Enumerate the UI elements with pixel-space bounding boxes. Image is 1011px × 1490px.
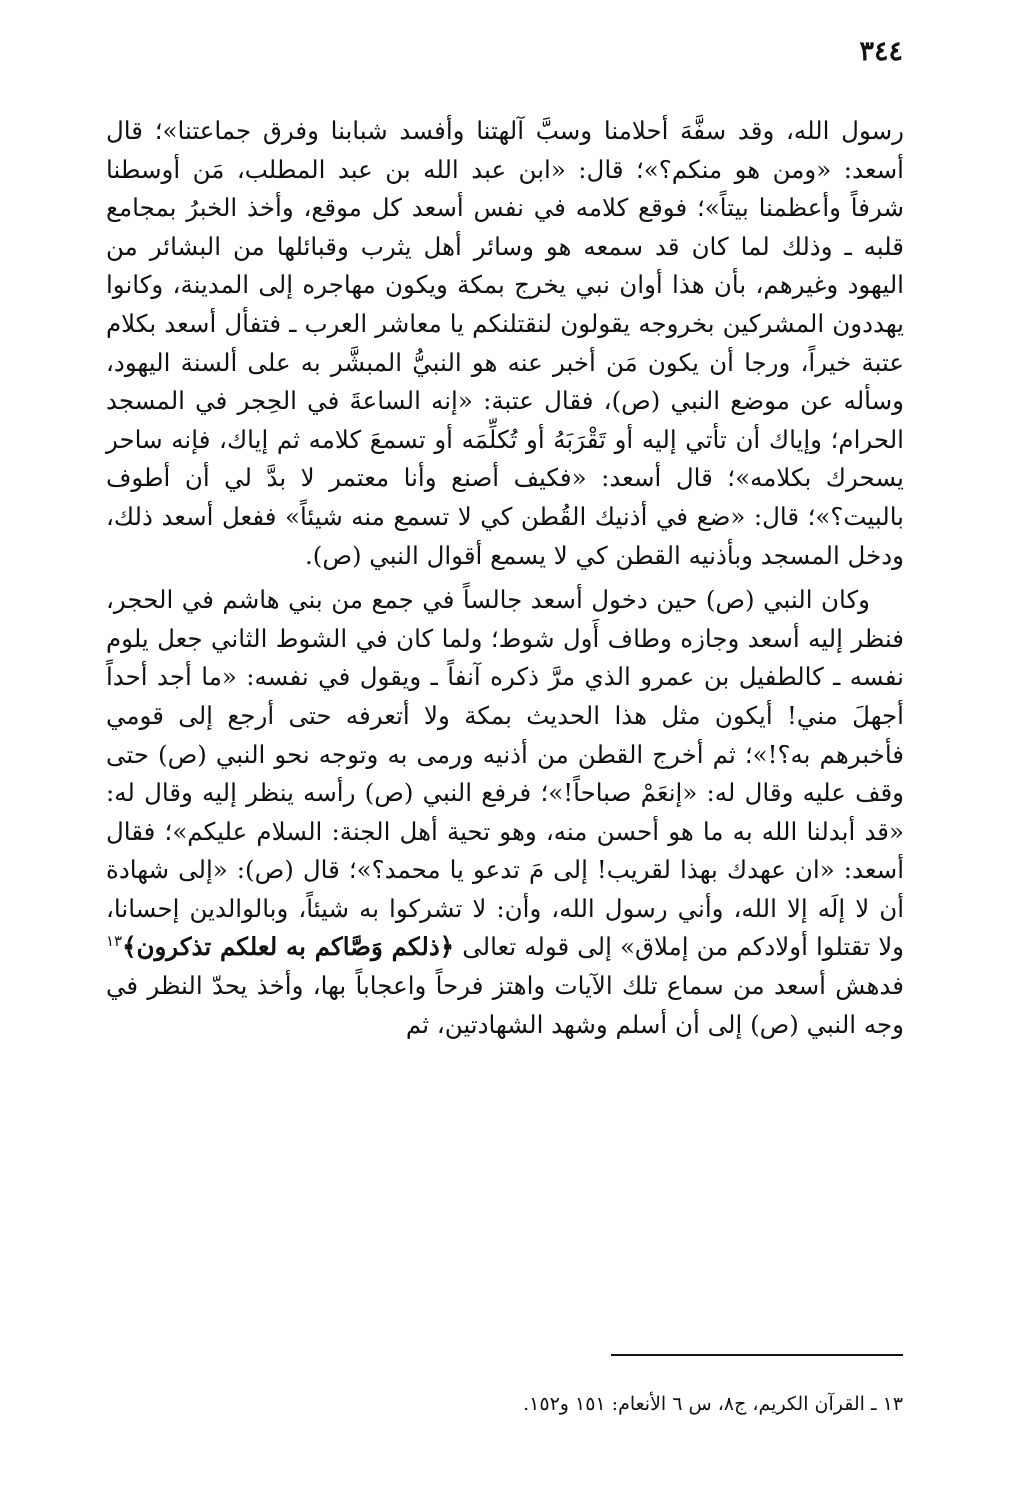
footnote-separator — [611, 1354, 903, 1356]
paragraph — [106, 581, 904, 1044]
main-text — [106, 112, 904, 1044]
footnote: ١٣ ـ القرآن الكريم، ج٨، س ٦ الأنعام: ١٥١ و١٥٢. — [523, 1393, 903, 1415]
paragraph-text: فدهش أسعد من سماع تلك الآيات واهتز فرحاً واعجاباً بها، وأخذ يحدّ النظر في وجه النبي (ص) إلى أن أسلم وشهد الشهادتين، ثم — [106, 971, 904, 1039]
paragraph-text: وكان النبي (ص) حين دخول أسعد جالساً في جمع من بني هاشم في الحجر، فنظر إليه أسعد وجازه وطاف أَول شوط؛ ولما كان في الشوط الثاني جعل يلوم نفسه ـ كالطفيل بن عمرو الذي مرَّ ذكره آنفاً ـ ويقول في نفسه: «ما أجد أحداً أجهلَ مني! أيكون مثل هذا الحديث بمكة ولا أتعرفه حتى أرجع إلى قومي فأخبرهم به؟!»؛ ثم أخرج القطن من أذنيه ورمى به وتوجه نحو النبي (ص) حتى وقف عليه وقال له: «إنعَمْ صباحاً!»؛ فرفع النبي (ص) رأسه ينظر إليه وقال له: «قد أبدلنا الله به ما هو أحسن منه، وهو تحية أهل الجنة: السلام عليكم»؛ فقال أسعد: «ان عهدك بهذا لقريب! إلى مَ تدعو يا محمد؟»؛ قال (ص): «إلى شهادة أن لا إلَه إلا الله، وأني رسول الله، وأن: لا تشركوا به شيئاً، وبالوالدين إحسانا، ولا تقتلوا أولادكم من إملاق» إلى قوله تعالى — [106, 585, 904, 962]
paragraph: رسول الله، وقد سفَّهَ أحلامنا وسبَّ آلهتنا وأفسد شبابنا وفرق جماعتنا»؛ قال أسعد: «ومن هو منكم؟»؛ قال: «ابن عبد الله بن عبد المطلب، مَن أوسطنا شرفاً وأعظمنا بيتاً»؛ فوقع كلامه في نفس أسعد كل موقع، وأخذ الخبرُ بمجامع قلبه ـ وذلك لما كان قد سمعه هو وسائر أهل يثرب وقبائلها من البشائر من اليهود وغيرهم، بأن هذا أوان نبي يخرج بمكة ويكون مهاجره إلى المدينة، وكانوا يهددون المشركين بخروجه يقولون لنقتلنكم يا معاشر العرب ـ فتفأل أسعد بكلام عتبة خيراً، ورجا أن يكون مَن أخبر عنه هو النبيُّ المبشَّر به على ألسنة اليهود، وسأله عن موضع النبي (ص)، فقال عتبة: «إنه الساعةَ في الحِجر في المسجد الحرام؛ وإياك أن تأتي إليه أو تَقْرَبَهُ أو تُكلِّمَه أو تسمعَ كلامه ثم إياك، فإنه ساحر يسحرك بكلامه»؛ قال أسعد: «فكيف أصنع وأنا معتمر لا بدَّ لي أن أطوف بالبيت؟»؛ قال: «ضع في أذنيك القُطن كي لا تسمع منه شيئاً» ففعل أسعد ذلك، ودخل المسجد وبأذنيه القطن كي لا يسمع أقوال النبي (ص). — [106, 116, 904, 570]
quran-quote: ﴿ذلكم وَصَّاكم به لعلكم تذكرون﴾ — [122, 932, 455, 962]
page-number: ٣٤٤ — [859, 36, 903, 67]
footnote-reference[interactable]: ١٣ — [106, 932, 123, 951]
